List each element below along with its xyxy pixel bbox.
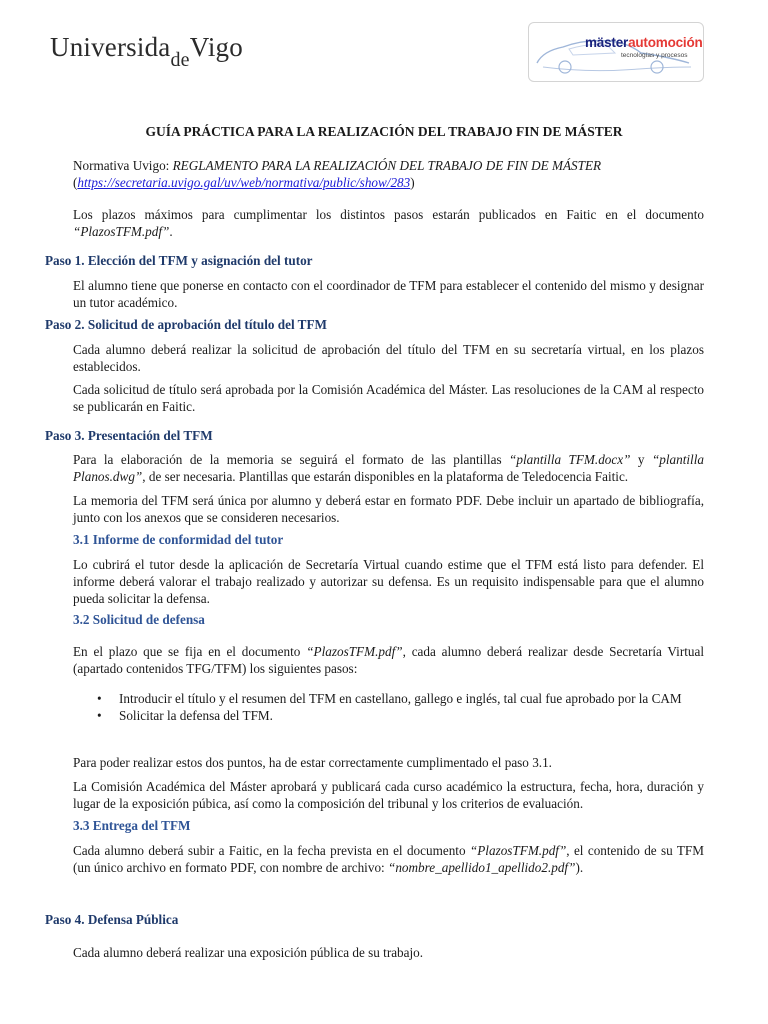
paso3-heading: Paso 3. Presentación del TFM xyxy=(45,428,213,443)
section-3-2-paragraph3: La Comisión Académica del Máster aprobará y publicará cada curso académico la estructura, fecha, hora, duración y lugar de la exposición púbica, así como la composición del tribunal y los criterios de evaluación. xyxy=(73,779,704,811)
paso4-text: Cada alumno deberá realizar una exposición pública de su trabajo. xyxy=(73,945,424,960)
master-tagline: tecnologías y procesos xyxy=(621,52,688,59)
intro-paragraph: Los plazos máximos para cumplimentar los distintos pasos estarán publicados en Faitic en el documento “PlazosTFM.pdf”. xyxy=(73,207,704,239)
section-3-2-intro: En el plazo que se fija en el documento “PlazosTFM.pdf”, cada alumno deberá realizar desde Secretaría Virtual (apartado contenidos TFG/TFM) los siguientes pasos: xyxy=(73,644,704,676)
paso2-text2: Cada solicitud de título será aprobada por la Comisión Académica del Máster. Las resoluciones de la CAM al respecto se publicarán en Faitic. xyxy=(73,382,704,414)
document-title: GUÍA PRÁCTICA PARA LA REALIZACIÓN DEL TRABAJO FIN DE MÁSTER xyxy=(145,124,623,139)
section-3-2-heading: 3.2 Solicitud de defensa xyxy=(73,612,205,627)
defensa-steps-list xyxy=(73,690,704,724)
list-item: • Introducir el título y el resumen del TFM en castellano, gallego e inglés, tal cual fue aprobado por la CAM xyxy=(97,691,682,706)
universidade-vigo-logo: Universida$_{de}$Vigo xyxy=(50,32,243,71)
section-3-1-heading: 3.1 Informe de conformidad del tutor xyxy=(73,532,284,547)
paso3-paragraph2: La memoria del TFM será única por alumno y deberá estar en formato PDF. Debe incluir un apartado de bibliografía, junto con los anexos que se consideren necesarios. xyxy=(73,493,704,525)
paso2-heading: Paso 2. Solicitud de aprobación del título del TFM xyxy=(45,317,327,332)
paso1-heading: Paso 1. Elección del TFM y asignación del tutor xyxy=(45,253,313,268)
paso1-text: El alumno tiene que ponerse en contacto con el coordinador de TFM para establecer el contenido del mismo y designar un tutor académico. xyxy=(73,278,704,310)
normativa-link[interactable]: https://secretaria.uvigo.gal/uv/web/normativa/public/show/283 xyxy=(77,175,411,190)
normativa-paragraph: Normativa Uvigo: REGLAMENTO PARA LA REALIZACIÓN DEL TRABAJO DE FIN DE MÁSTER (https://secretaria.uvigo.gal/uv/web/normativa/public/show/283) xyxy=(73,158,602,190)
section-3-3-heading: 3.3 Entrega del TFM xyxy=(73,818,191,833)
paso4-heading: Paso 4. Defensa Pública xyxy=(45,912,179,927)
section-3-3-text: Cada alumno deberá subir a Faitic, en la fecha prevista en el documento “PlazosTFM.pdf”, el contenido de su TFM (un único archivo en formato PDF, con nombre de archivo: “nombre_apellido1_apellido2.pdf”). xyxy=(73,843,704,875)
paso3-paragraph1: Para la elaboración de la memoria se seguirá el formato de las plantillas “plantilla TFM.docx” y “plantilla Planos.dwg”, de ser necesaria. Plantillas que estarán disponibles en la plataforma de Teledocencia Faitic. xyxy=(73,452,704,484)
section-3-1-text: Lo cubrirá el tutor desde la aplicación de Secretaría Virtual cuando estime que el TFM está listo para defender. El informe deberá valorar el trabajo realizado y autorizar su defensa. Es un requisito indispensable para que el alumno pueda solicitar la defensa. xyxy=(73,557,704,606)
section-3-2-paragraph2: Para poder realizar estos dos puntos, ha de estar correctamente cumplimentado el paso 3.1. xyxy=(73,755,552,770)
list-item: • Solicitar la defensa del TFM. xyxy=(97,708,273,723)
paso2-text1: Cada alumno deberá realizar la solicitud de aprobación del título del TFM en su secretaría virtual, en los plazos establecidos. xyxy=(73,342,704,374)
master-automocion-logo xyxy=(528,22,704,82)
master-brand-text: mästerautomoción xyxy=(585,35,703,50)
reglamento-name: REGLAMENTO PARA LA REALIZACIÓN DEL TRABAJO DE FIN DE MÁSTER xyxy=(172,158,602,173)
